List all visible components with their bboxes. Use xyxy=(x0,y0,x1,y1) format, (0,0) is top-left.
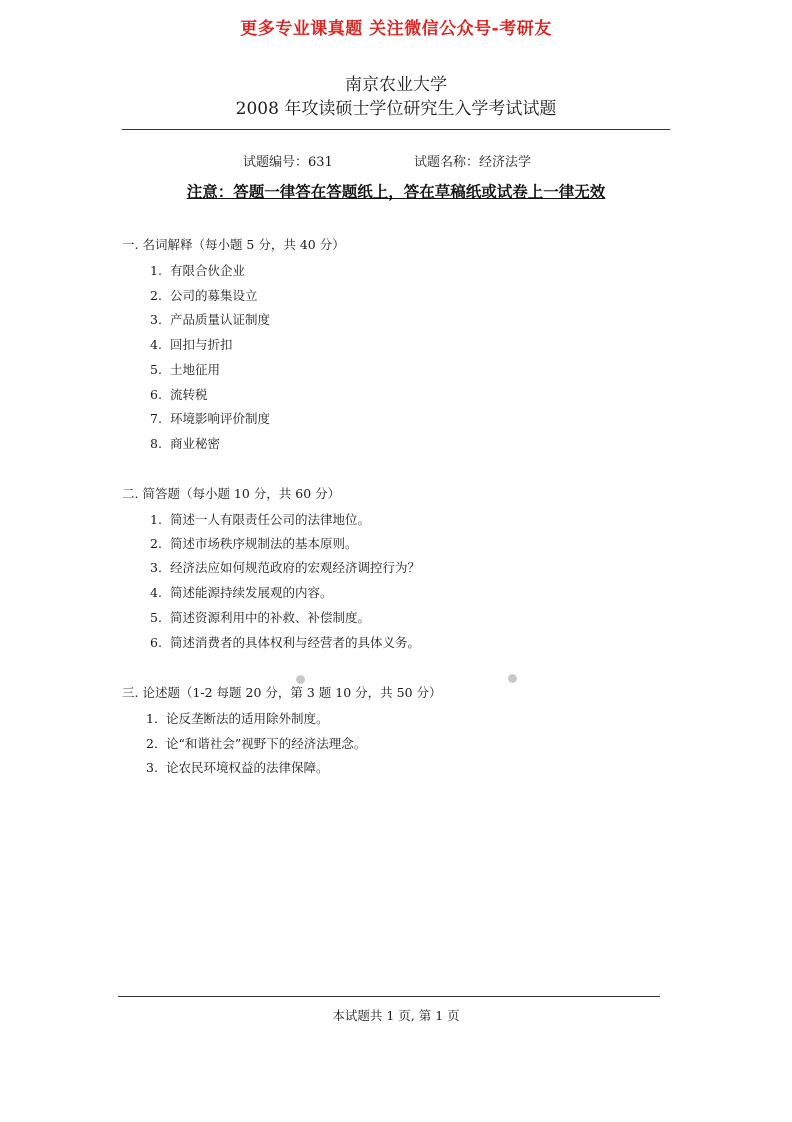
answer-notice: 注意：答题一律答在答题纸上，答在草稿纸或试卷上一律无效 xyxy=(186,183,606,201)
footer-rule xyxy=(118,996,660,997)
scan-speck xyxy=(296,675,305,684)
section-heading: 二. 简答题（每小题 10 分，共 60 分） xyxy=(122,486,341,501)
question-item: 5. 简述资源利用中的补救、补偿制度。 xyxy=(150,610,371,625)
scan-speck xyxy=(508,674,517,683)
question-item: 1. 有限合伙企业 xyxy=(150,263,246,278)
question-item: 6. 流转税 xyxy=(150,387,208,402)
question-item: 5. 土地征用 xyxy=(150,362,221,377)
question-item: 7. 环境影响评价制度 xyxy=(150,411,271,426)
exam-code: 试题编号：631 xyxy=(243,155,333,170)
question-item: 1. 简述一人有限责任公司的法律地位。 xyxy=(150,512,371,527)
section-heading: 一. 名词解释（每小题 5 分，共 40 分） xyxy=(122,237,345,252)
question-item: 3. 产品质量认证制度 xyxy=(150,312,271,327)
page-footer: 本试题共 1 页, 第 1 页 xyxy=(332,1008,460,1023)
exam-title: 2008 年攻读硕士学位研究生入学考试试题 xyxy=(235,99,557,119)
question-item: 2. 公司的募集设立 xyxy=(150,288,258,303)
section-heading: 三. 论述题（1-2 每题 20 分，第 3 题 10 分，共 50 分） xyxy=(122,685,442,700)
question-item: 2. 简述市场秩序规制法的基本原则。 xyxy=(150,536,358,551)
question-item: 2. 论“和谐社会”视野下的经济法理念。 xyxy=(146,736,367,751)
promo-banner: 更多专业课真题 关注微信公众号-考研友 xyxy=(240,19,552,39)
header-rule xyxy=(122,129,670,130)
question-item: 4. 简述能源持续发展观的内容。 xyxy=(150,585,333,600)
question-item: 4. 回扣与折扣 xyxy=(150,337,233,352)
question-item: 8. 商业秘密 xyxy=(150,436,221,451)
question-item: 3. 经济法应如何规范政府的宏观经济调控行为？ xyxy=(150,560,421,575)
question-item: 6. 简述消费者的具体权利与经营者的具体义务。 xyxy=(150,635,421,650)
question-item: 1. 论反垄断法的适用除外制度。 xyxy=(146,711,329,726)
university-name: 南京农业大学 xyxy=(345,75,447,95)
exam-subject: 试题名称：经济法学 xyxy=(414,155,532,170)
question-item: 3. 论农民环境权益的法律保障。 xyxy=(146,760,329,775)
